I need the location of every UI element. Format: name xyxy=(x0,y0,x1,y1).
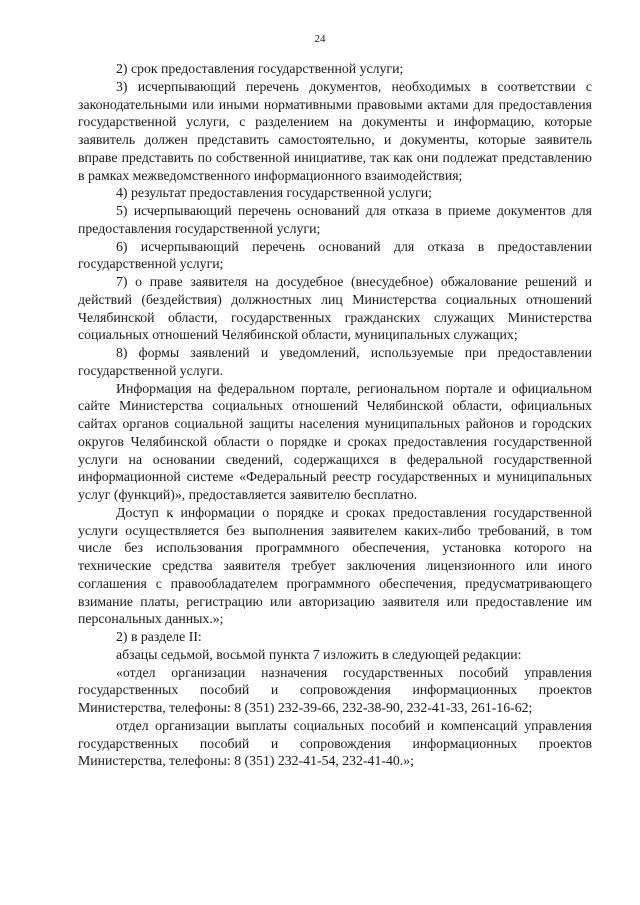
paragraph: «отдел организации назначения государственных пособий управления государственных пособий и сопровождения информационных проектов Министерства, телефоны: 8 (351) 232-39-66, 232-38-90, 232-41-33, 261-16-62; xyxy=(78,664,592,715)
paragraph: 7) о праве заявителя на досудебное (внесудебное) обжалование решений и действий (бездействия) должностных лиц Министерства социальных отношений Челябинской области, государственных гражданских служащих Министерства социальных отношений Челябинской области, муниципальных служащих; xyxy=(78,274,592,343)
paragraph: отдел организации выплаты социальных пособий и компенсаций управления государственных пособий и сопровождения информационных проектов Министерства, телефоны: 8 (351) 232-41-54, 232-41-40.»; xyxy=(78,717,592,769)
page-number: 24 xyxy=(314,33,326,45)
paragraph: 2) срок предоставления государственной услуги; xyxy=(116,61,404,76)
paragraph: Информация на федеральном портале, региональном портале и официальном сайте Министерства социальных отношений Челябинской области, официальных сайтах органов социальной защиты населения муниципальных районов и городских округов Челябинской области о порядке и сроках предоставления государственной услуги на основании сведений, содержащихся в федеральной государственной информационной системе «Федеральный реестр государственных и муниципальных услуг (функций)», предоставляется заявителю бесплатно. xyxy=(78,380,592,502)
paragraph: 3) исчерпывающий перечень документов, необходимых в соответствии с законодательными или иными нормативными правовыми актами для предоставления государственной услуги, с разделением на документы и информацию, которые заявитель должен представить самостоятельно, и документы, которые заявитель вправе представить по собственной инициативе, так как они подлежат представлению в рамках межведомственного информационного взаимодействия; xyxy=(78,78,592,183)
paragraph: 4) результат предоставления государственной услуги; xyxy=(116,185,432,201)
paragraph: 6) исчерпывающий перечень оснований для отказа в предоставлении государственной услуги; xyxy=(78,238,592,272)
paragraph: Доступ к информации о порядке и сроках предоставления государственной услуги осуществляется без выполнения заявителем каких-либо требований, в том числе без использования программного обеспечения, установка которого на технические средства заявителя требует заключения лицензионного или иного соглашения с правообладателем программного обеспечения, предусматривающего взимание платы, регистрацию или авторизацию заявителя или предоставление им персональных данных.»; xyxy=(78,504,592,627)
paragraph: 5) исчерпывающий перечень оснований для отказа в приеме документов для предоставления государственной услуги; xyxy=(78,203,592,236)
document-body xyxy=(78,60,592,770)
paragraph: 2) в разделе II: xyxy=(116,629,202,644)
paragraph: 8) формы заявлений и уведомлений, используемые при предоставлении государственной услуги. xyxy=(78,345,592,378)
paragraph: абзацы седьмой, восьмой пункта 7 изложить в следующей редакции: xyxy=(116,646,522,662)
